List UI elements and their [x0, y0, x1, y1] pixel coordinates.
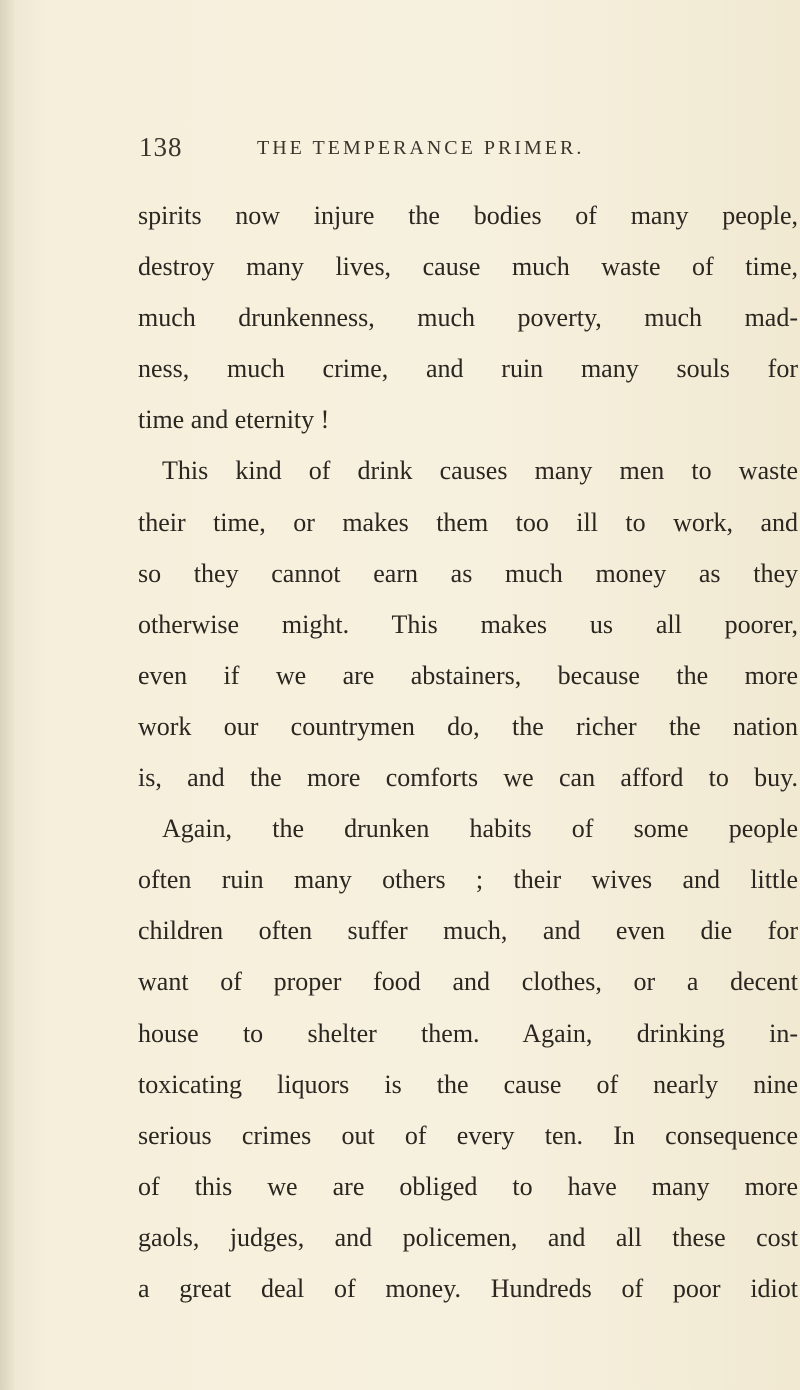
text-line: a great deal of money. Hundreds of poor idiot	[138, 1273, 798, 1303]
page-header	[139, 132, 639, 172]
text-line: so they cannot earn as much money as they	[138, 558, 798, 588]
page-gutter	[0, 0, 14, 1390]
text-line: otherwise might. This makes us all poorer,	[138, 609, 798, 639]
page-number: 138	[139, 132, 183, 162]
text-line: children often suffer much, and even die for	[138, 916, 798, 946]
text-line: toxicating liquors is the cause of nearly nine	[138, 1069, 798, 1099]
text-line: This kind of drink causes many men to waste	[162, 456, 798, 486]
text-line: much drunkenness, much poverty, much mad-	[138, 303, 798, 333]
text-line: time and eternity !	[138, 405, 330, 435]
text-line: serious crimes out of every ten. In consequence	[138, 1120, 798, 1150]
text-line: often ruin many others ; their wives and little	[138, 865, 798, 895]
text-line: work our countrymen do, the richer the nation	[138, 711, 798, 741]
text-line: gaols, judges, and policemen, and all these cost	[138, 1222, 798, 1252]
text-line: their time, or makes them too ill to work, and	[138, 507, 798, 537]
text-line: even if we are abstainers, because the more	[138, 660, 798, 690]
running-title: THE TEMPERANCE PRIMER.	[257, 137, 585, 159]
text-line: destroy many lives, cause much waste of time,	[138, 252, 798, 282]
text-line: ness, much crime, and ruin many souls for	[138, 354, 798, 384]
text-line: house to shelter them. Again, drinking in-	[138, 1018, 798, 1048]
text-line: Again, the drunken habits of some people	[162, 814, 798, 844]
text-line: is, and the more comforts we can afford to buy.	[138, 763, 798, 793]
text-line: spirits now injure the bodies of many people,	[138, 201, 798, 230]
text-line: want of proper food and clothes, or a decent	[138, 967, 798, 997]
body-text	[138, 190, 798, 1314]
text-line: of this we are obliged to have many more	[138, 1171, 798, 1201]
